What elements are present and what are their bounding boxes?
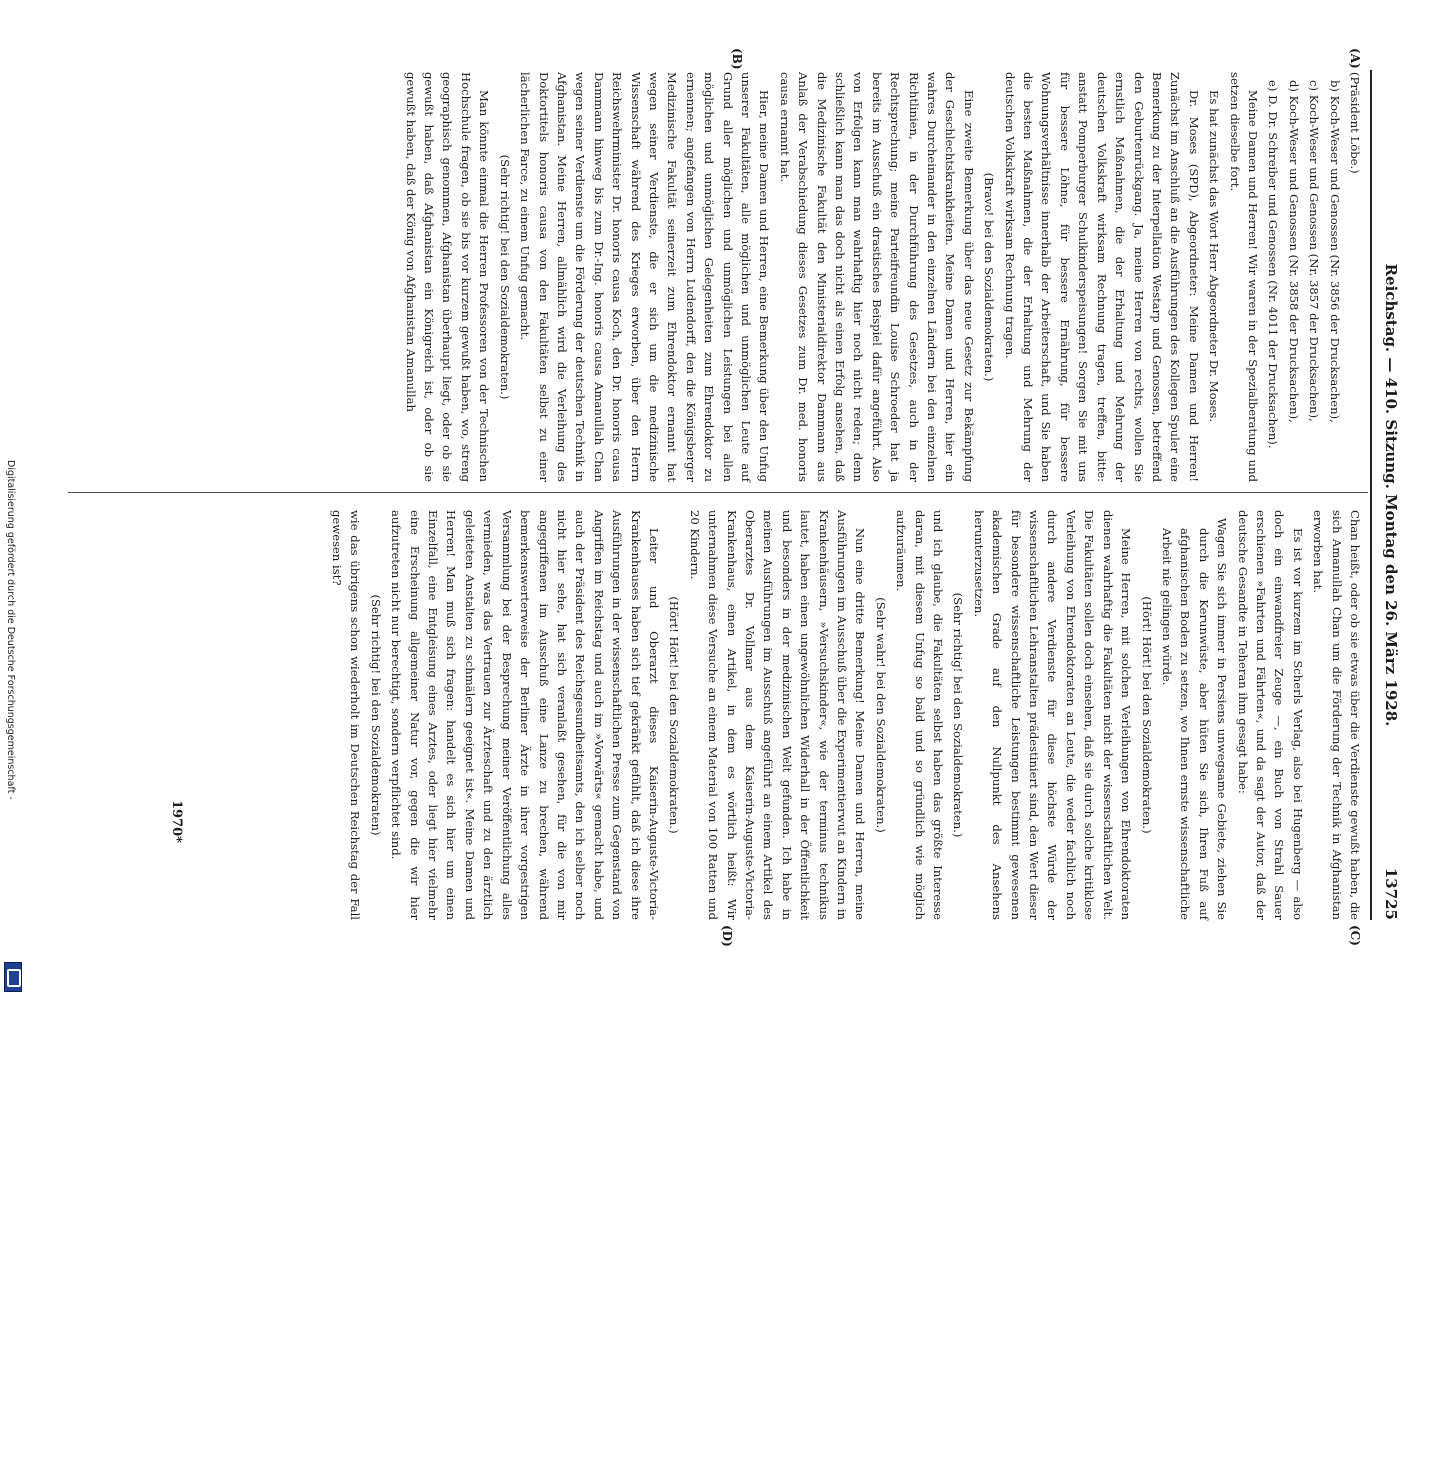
margin-mark-d: (D): [720, 925, 734, 947]
paragraph: Man könnte einmal die Herren Professoren von der Technischen Hochschule fragen, ob sie bis vor kurzem gewußt haben, wo, streng geographisch genommen, Afghanistan überhaupt liegt, oder ob sie gewußt haben, daß Afghanistan ein Königreich ist, oder ob sie gewußt haben, daß der König von Afghanistan Amanullah: [403, 72, 492, 482]
paragraph: und ich glaube, die Fakultäten selbst haben das größte Interesse daran, mit diesem Unfug so bald und so gründlich wie möglich aufzuräumen.: [894, 510, 946, 920]
interjection: (Hört! Hört! bei den Sozialdemokraten.): [1139, 596, 1154, 834]
paragraph: Chan heißt, oder ob sie etwas über die Verdienste gewußt haben, die sich Amanullah Chan um die Förderung der Technik in Afghanistan erworben hat.: [1311, 510, 1362, 920]
paragraph: (Präsident Löbe.): [1348, 72, 1362, 174]
dfg-logo-icon: [4, 962, 22, 992]
agenda-item: d) Koch-Weser und Genossen (Nr. 3858 der Drucksachen),: [1286, 80, 1301, 423]
interjection: (Sehr richtig! bei den Sozialdemokraten): [368, 594, 383, 836]
sheet-signature: 1970*: [169, 800, 184, 843]
paragraph: Hier, meine Damen und Herren, eine Bemerkung über den Unfug unserer Fakultäten, alle möglichen und unmöglichen Leute auf Grund aller möglichen und unmöglichen Leistungen bei allen möglichen und unmöglichen Gelegenheiten zum Ehrendoktor zu ernennen; angefangen von Herrn Ludendorff, den die Königsberger Medizinische Fakultät seinerzeit zum Ehrendoktor ernannt hat wegen seiner Verdienste, die er sich um die medizinische Wissenschaft während des Krieges erworben, über den Herrn Reichswehrminister Dr. honoris causa Koch, den Dr. honoris causa Dammann hinweg bis zum Dr.-Ing. honoris causa Amanullah Chan wegen seiner Verdienste um die Förderung der deutschen Technik in Afghanistan. Meine Herren, allmählich wird die Verleihung des Doktortitels honoris causa von den Fakultäten selbst zu einer lächerlichen Farce, zu einem Unfug gemacht.: [518, 72, 772, 482]
header-page-number: 13725: [1382, 867, 1400, 920]
agenda-item: e) D. Dr. Schreiber und Genossen (Nr. 4011 der Drucksachen).: [1266, 80, 1281, 449]
column-divider: [68, 492, 1368, 493]
interjection: (Bravo! bei den Sozialdemokraten.): [982, 172, 997, 382]
header-title: Reichstag. — 410. Sitzung. Montag den 26. März 1928.: [1382, 263, 1400, 727]
left-column: [399, 72, 1364, 482]
paragraph: Es ist vor kurzem im Scherls Verlag, also bei Hugenberg — also doch ein einwandfreier Zeuge —, ein Buch von Strahl Sauer erschienen »Fahrten und Fährten«, und da sagt der Autor, daß der deutsche Gesandte in Teheran ihm gesagt habe:: [1235, 510, 1305, 920]
right-column: [326, 510, 1364, 920]
dfg-watermark-text: Digitalisierung gefördert durch die Deutsche Forschungsgemeinschaft -: [5, 460, 16, 800]
margin-mark-a: (A): [1348, 48, 1362, 69]
paragraph: Dr. Moses (SPD), Abgeordneter: Meine Damen und Herren! Zunächst im Anschluß an die Ausführungen des Kollegen Spuler eine Bemerkung zu der Interpellation Westarp und Genossen, betreffend den Geburtenrückgang. Ja, meine Herren von rechts, wollen Sie ernstlich Maßnahmen, die der Erhaltung und Mehrung der deutschen Volkskraft wirksam Rechnung tragen, treffen, bitte: anstatt Pomperburger Schulkinderspeisungen! Sorgen Sie mit uns für bessere Löhne, für bessere Ernährung, für bessere Wohnungsverhältnisse innerhalb der Arbeiterschaft, und Sie haben die besten Maßnahmen, die der Erhaltung und Mehrung der deutschen Volkskraft wirksam Rechnung tragen.: [1002, 72, 1201, 482]
page-header: [1372, 70, 1406, 920]
paragraph: Nun eine dritte Bemerkung! Meine Damen und Herren, meine Ausführungen im Ausschuß über die Experimentierwut an Kindern in Krankenhäusern, »Versuchskinder«, wie der terminus technikus lautet, haben einen ungewöhnlichen Widerhall in der Öffentlichkeit und besonders in der medizinischen Welt gefunden. Ich habe in meinen Ausführungen im Ausschuß angeführt an einem Artikel des Oberarztes Dr. Vollmar aus dem Kaiserin-Auguste-Victoria-Krankenhaus, einen Artikel, in dem es wörtlich heißt: Wir unternahmen diese Versuche an einem Material von 100 Ratten und 20 Kindern.: [687, 510, 868, 920]
agenda-item: c) Koch-Weser und Genossen (Nr. 3857 der Drucksachen),: [1307, 80, 1322, 422]
interjection: (Sehr wahr! bei den Sozialdemokraten.): [873, 597, 888, 833]
margin-mark-b: (B): [730, 48, 744, 70]
paragraph: wie das übrigens schon wiederholt im Deutschen Reichstag der Fall gewesen ist?: [330, 510, 363, 920]
paragraph: Meine Damen und Herren! Wir waren in der Spezialberatung und setzen dieselbe fort.: [1227, 72, 1260, 482]
agenda-item: b) Koch-Weser und Genossen (Nr. 3856 der Drucksachen),: [1327, 80, 1342, 423]
paragraph: Es hat zunächst das Wort Herr Abgeordneter Dr. Moses.: [1207, 90, 1222, 423]
paragraph: Meine Herren, mit solchen Verleihungen von Ehrendoktoraten dienen wahrhaftig die Fakultäten nicht der wissenschaftlichen Welt. Die Fakultäten sollen doch einsehen, daß sie durch solche kritiklose Verleihung von Ehrendoktoraten an Leute, die weder fachlich noch durch andere Verdienste für diese höchste Würde der wissenschaftlichen Lehranstalten prädestiniert sind, den Wert dieser für besondere wissenschaftliche Leistungen bestimmt gewesenen akademischen Grade auf den Nullpunkt des Ansehens herunterzusetzen.: [971, 510, 1134, 920]
interjection: (Sehr richtig! bei den Sozialdemokraten.): [951, 592, 966, 838]
paragraph: Eine zweite Bemerkung über das neue Gesetz zur Bekämpfung der Geschlechtskrankheiten. Meine Damen und Herren, hier ein wahres Durcheinander in den einzelnen Ländern bei den einzelnen Richtlinien, in der Durchführung des Gesetzes, auch in der Rechtsprechung; meine Parteifreundin Louise Schroeder hat ja bereits im Ausschuß ein drastisches Beispiel dafür angeführt. Also von Erfolgen kann man wahrhaftig hier noch nicht reden; denn schließlich kann man das doch nicht als einen Erfolg ansehen, daß die Medizinische Fakultät den Ministerialdirektor Dammann aus Anlaß der Verabschiedung dieses Gesetzes zum Dr. med. honoris causa ernannt hat.: [777, 72, 976, 482]
margin-mark-c: (C): [1348, 925, 1362, 946]
quotation: Wagen Sie sich immer in Persiens unwegsame Gebiete, ziehen Sie durch die Kerunwüste, aber hüten Sie sich, Ihren Fuß auf afghanischen Boden zu setzen, wo Ihnen ernste wissenschaftliche Arbeit nie gelingen würde.: [1159, 518, 1230, 920]
interjection: (Sehr richtig! bei den Sozialdemokraten.): [497, 154, 512, 400]
interjection: (Hört! Hört! bei den Sozialdemokraten.): [667, 596, 682, 834]
header-rule: [1370, 70, 1372, 920]
paragraph: Leiter und Oberarzt dieses Kaiserin-Auguste-Victoria-Krankenhauses haben sich tief gekränkt gefühlt, daß ich diese ihre Ausführungen in der wissenschaftlichen Presse zum Gegenstand von Angriffen im Reichstag und auch im »Vorwärts« gemacht habe, und auch der Präsident des Reichsgesundheitsamts, den ich selber noch nicht hier sehe, hat sich veranlaßt gesehen, für die von mir angegriffenen im Ausschuß eine Lanze zu brechen, während bemerkenswerterweise der Berliner Ärzte in ihrer vorgestrigen Versammlung bei der Besprechung meiner Veröffentlichung alles vermieden, was das Vertrauen zur Ärzteschaft und zu den ärztlich geleiteten Anstalten zu schmälern geeignet ist«. Meine Damen und Herren! Man muß sich fragen: handelt es sich hier um einen Einzelfall, eine Entgleisung eines Arztes, oder liegt hier vielmehr eine Erscheinung allgemeiner Natur vor, gegen die wir hier aufzutreten nicht nur berechtigt, sondern verpflichtet sind.: [389, 510, 661, 920]
